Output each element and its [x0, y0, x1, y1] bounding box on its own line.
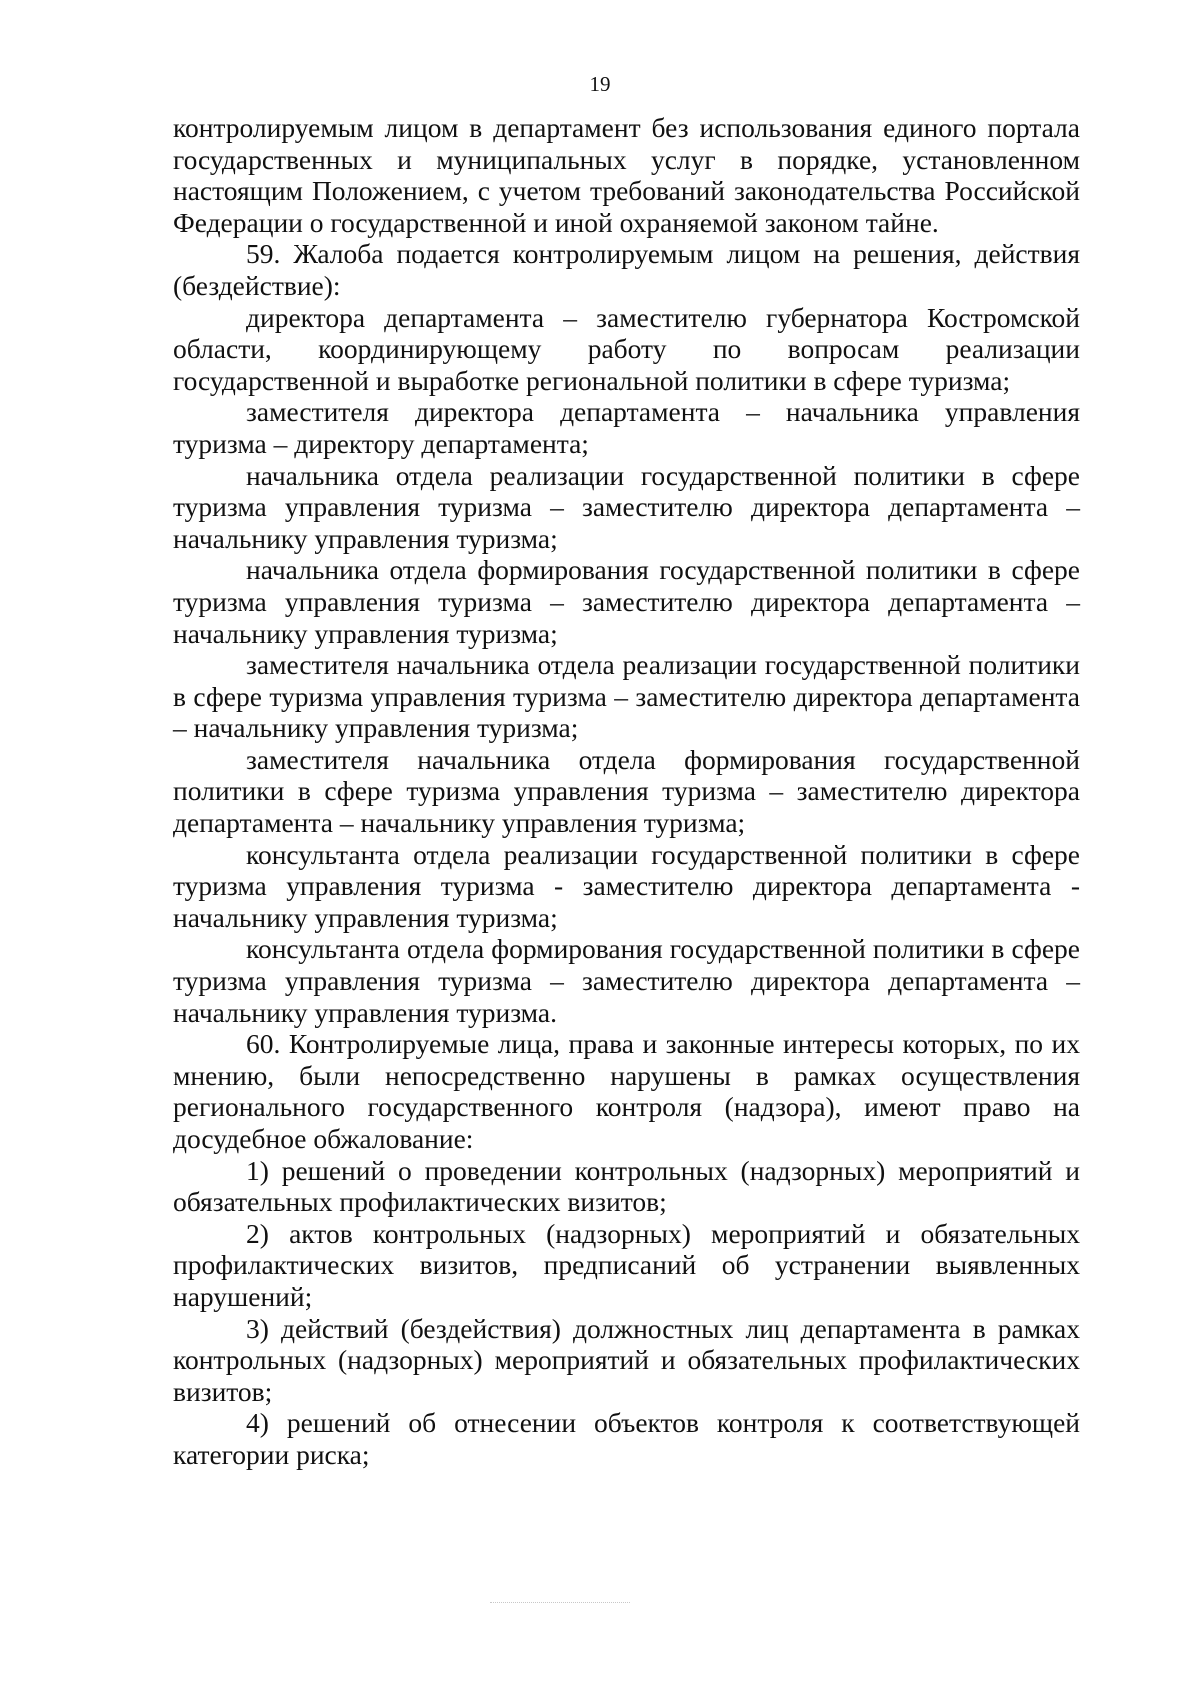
paragraph-consultant-formation: консультанта отдела формирования государственной политики в сфере туризма управления туризма – заместителю директора департамента – начальнику управления туризма.	[173, 933, 1080, 1028]
paragraph-director: директора департамента – заместителю губернатора Костромской области, координирующему работу по вопросам реализации государственной и выработке региональной политики в сфере туризма;	[173, 301, 1080, 396]
paragraph-deputy-head-formation: заместителя начальника отдела формирования государственной политики в сфере туризма управления туризма – заместителю директора департамента – начальнику управления туризма;	[173, 743, 1080, 839]
paragraph-head-implementation-dept: начальника отдела реализации государственной политики в сфере туризма управления туризма – заместителю директора департамента – начальнику управления туризма;	[173, 459, 1080, 554]
paragraph-consultant-implementation: консультанта отдела реализации государственной политики в сфере туризма управления туризма - заместителю директора департамента - начальнику управления туризма;	[173, 838, 1080, 933]
list-item-4: 4) решений об отнесении объектов контроля к соответствующей категории риска;	[173, 1407, 1080, 1470]
paragraph-item-60: 60. Контролируемые лица, права и законные интересы которых, по их мнению, были непосредственно нарушены в рамках осуществления регионального государственного контроля (надзора), имеют право на досудебное обжалование:	[173, 1028, 1080, 1154]
paragraph-continuation: контролируемым лицом в департамент без использования единого портала государственных и муниципальных услуг в порядке, установленном настоящим Положением, с учетом требований законодательства Российской Федерации о государственной и иной охраняемой законом тайне.	[173, 112, 1080, 238]
page-number: 19	[589, 72, 611, 96]
list-item-3: 3) действий (бездействия) должностных лиц департамента в рамках контрольных (надзорных) мероприятий и обязательных профилактических визитов;	[173, 1312, 1080, 1407]
paragraph-deputy-director: заместителя директора департамента – начальника управления туризма – директору департамента;	[173, 396, 1080, 459]
paragraph-deputy-head-implementation: заместителя начальника отдела реализации государственной политики в сфере туризма управления туризма – заместителю директора департамента – начальнику управления туризма;	[173, 649, 1080, 744]
list-item-2: 2) актов контрольных (надзорных) мероприятий и обязательных профилактических визитов, предписаний об устранении выявленных нарушений;	[173, 1217, 1080, 1312]
document-body	[173, 112, 1080, 1471]
paragraph-item-59: 59. Жалоба подается контролируемым лицом на решения, действия (бездействие):	[173, 238, 1080, 301]
list-item-1: 1) решений о проведении контрольных (надзорных) мероприятий и обязательных профилактических визитов;	[173, 1154, 1080, 1218]
paragraph-head-formation-dept: начальника отдела формирования государственной политики в сфере туризма управления туризма – заместителю директора департамента – начальнику управления туризма;	[173, 554, 1080, 649]
scan-artifact	[490, 1602, 630, 1605]
